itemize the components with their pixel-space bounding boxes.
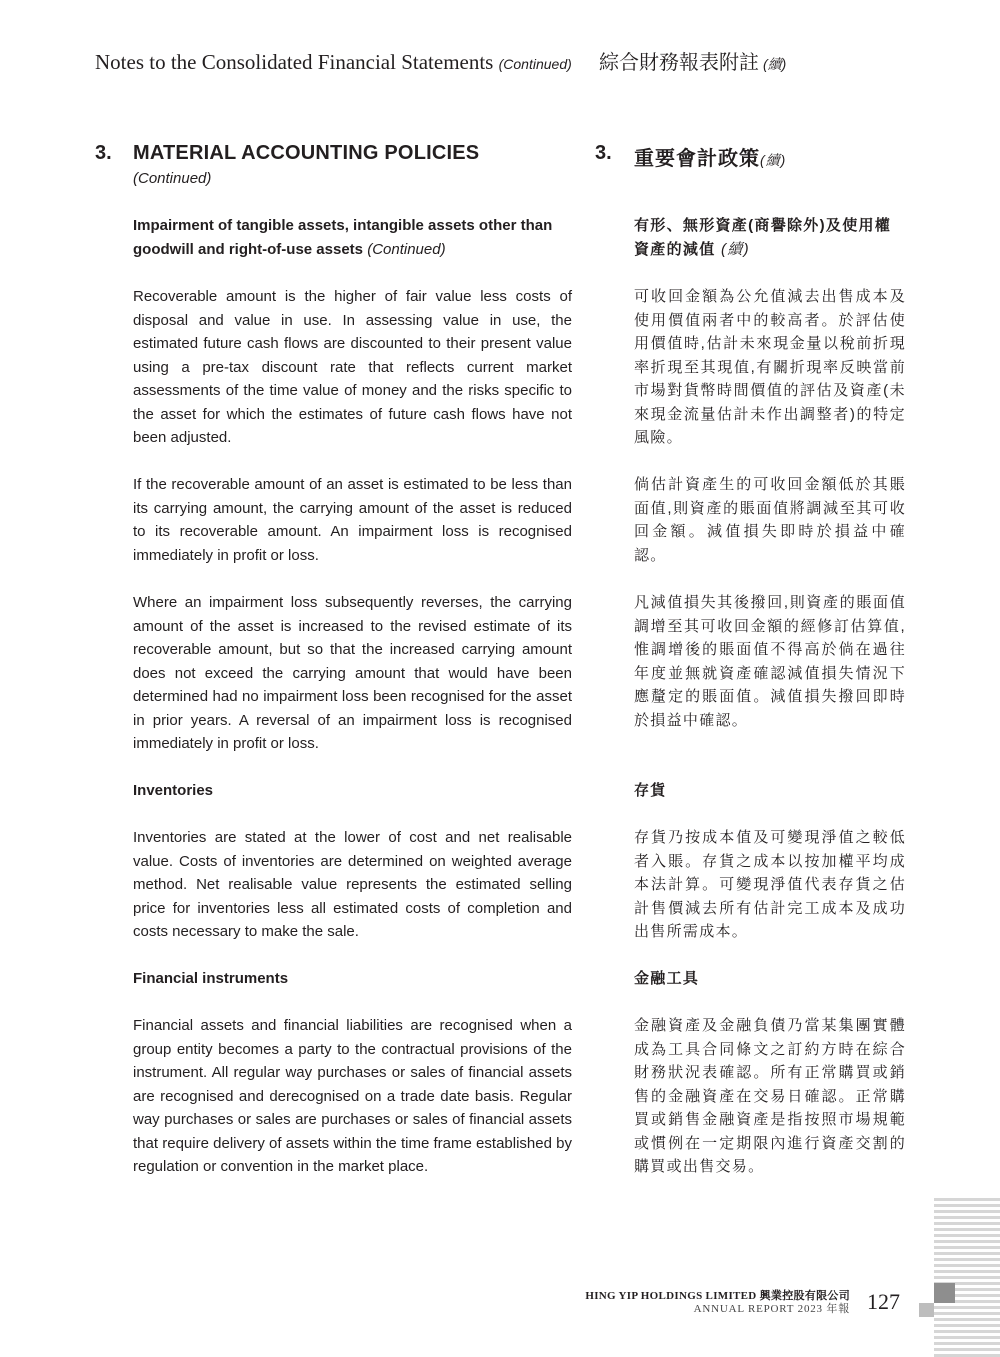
impairment-paragraph-2-zh: 倘估計資產生的可收回金額低於其賬面值,則資產的賬面值將調減至其可收回金額。減值損失即時於損益中確認。 bbox=[634, 476, 906, 564]
page-number: 127 bbox=[867, 1289, 900, 1314]
impairment-heading-zh bbox=[634, 214, 906, 261]
section-title-zh-text: 重要會計政策 bbox=[634, 148, 760, 170]
inventories-heading-zh: 存貨 bbox=[634, 782, 667, 799]
section-number-zh: 3. bbox=[595, 142, 612, 164]
decorative-stripes bbox=[934, 1198, 1000, 1357]
header-continued-zh: (續) bbox=[763, 56, 787, 72]
section-number-en: 3. bbox=[95, 142, 112, 164]
impairment-paragraph-2-en: If the recoverable amount of an asset is estimated to be less than its carrying amount, the carrying amount of the asset is reduced to its recoverable amount. An impairment loss is recognised immediately in profit or loss. bbox=[133, 476, 572, 564]
footer-report: ANNUAL REPORT 2023 年報 bbox=[693, 1303, 850, 1315]
header-title-en: Notes to the Consolidated Financial Statements bbox=[95, 50, 494, 74]
impairment-heading-en bbox=[133, 214, 572, 261]
impairment-paragraph-1-en: Recoverable amount is the higher of fair value less costs of disposal and value in use. In assessing value in use, the estimated future cash flows are discounted to their present value using a pre-tax discount rate that reflects current market assessments of the time value of money and the risks specific to the asset for which the estimates of future cash flows have not been adjusted. bbox=[133, 288, 572, 446]
impairment-heading-en-continued: (Continued) bbox=[367, 240, 446, 258]
section-continued-zh: (續) bbox=[760, 152, 787, 168]
impairment-paragraph-3-zh: 凡減值損失其後撥回,則資產的賬面值調增至其可收回金額的經修訂估算值,惟調增後的賬面值不得高於倘在過往年度並無就資產確認減值損失情況下應釐定的賬面值。減值損失撥回即時於損益中確認。 bbox=[634, 594, 906, 729]
section-title-en: MATERIAL ACCOUNTING POLICIES bbox=[133, 142, 480, 164]
footer-company: HING YIP HOLDINGS LIMITED 興業控股有限公司 bbox=[585, 1290, 850, 1302]
running-header bbox=[95, 46, 786, 75]
decorative-square-light bbox=[919, 1303, 934, 1317]
section-title-zh bbox=[634, 142, 786, 171]
decorative-square-dark bbox=[934, 1283, 955, 1303]
header-title-zh: 綜合財務報表附註 bbox=[599, 52, 760, 74]
impairment-heading-zh-text: 有形、無形資產(商譽除外)及使用權資產的減值 bbox=[634, 217, 892, 258]
section-continued-en: (Continued) bbox=[133, 170, 212, 187]
inventories-paragraph-en: Inventories are stated at the lower of cost and net realisable value. Costs of inventories are determined on weighted average method. Net realisable value represents the estimated selling price for inventories less all estimated costs of completion and costs necessary to make the sale. bbox=[133, 829, 572, 940]
financial-heading-zh: 金融工具 bbox=[634, 970, 700, 987]
financial-paragraph-en: Financial assets and financial liabilities are recognised when a group entity becomes a party to the contractual provisions of the instrument. All regular way purchases or sales of financial assets are recognised and derecognised on a trade date basis. Regular way purchases or sales are purchases or sales of financial assets that require delivery of assets within the time frame established by regulation or convention in the market place. bbox=[133, 1017, 572, 1175]
financial-paragraph-zh: 金融資產及金融負債乃當某集團實體成為工具合同條文之訂約方時在綜合財務狀況表確認。所有正常購買或銷售的金融資產在交易日確認。正常購買或銷售金融資產是指按照市場規範或慣例在一定期限內進行資產交割的購買或出售交易。 bbox=[634, 1017, 906, 1175]
impairment-paragraph-3-en: Where an impairment loss subsequently reverses, the carrying amount of the asset is increased to the revised estimate of its recoverable amount, but so that the increased carrying amount does not exceed the carrying amount that would have been determined had no impairment loss been recognised for the asset in prior years. A reversal of an impairment loss is recognised immediately in profit or loss. bbox=[133, 594, 572, 752]
impairment-heading-zh-continued: (續) bbox=[720, 240, 750, 258]
financial-heading-en: Financial instruments bbox=[133, 970, 289, 987]
inventories-paragraph-zh: 存貨乃按成本值及可變現淨值之較低者入賬。存貨之成本以按加權平均成本法計算。可變現淨值代表存貨之估計售價減去所有估計完工成本及成功出售所需成本。 bbox=[634, 829, 906, 940]
inventories-heading-en: Inventories bbox=[133, 782, 214, 799]
impairment-heading-en-text: Impairment of tangible assets, intangible assets other than goodwill and right-of-use assets bbox=[133, 217, 553, 258]
impairment-paragraph-1-zh: 可收回金額為公允值減去出售成本及使用價值兩者中的較高者。於評估使用價值時,估計未來現金量以稅前折現率折現至其現值,有關折現率反映當前市場對貨幣時間價值的評估及資產(未來現金流量估計未作出調整者)的特定風險。 bbox=[634, 288, 906, 446]
header-continued-en: (Continued) bbox=[498, 56, 572, 72]
